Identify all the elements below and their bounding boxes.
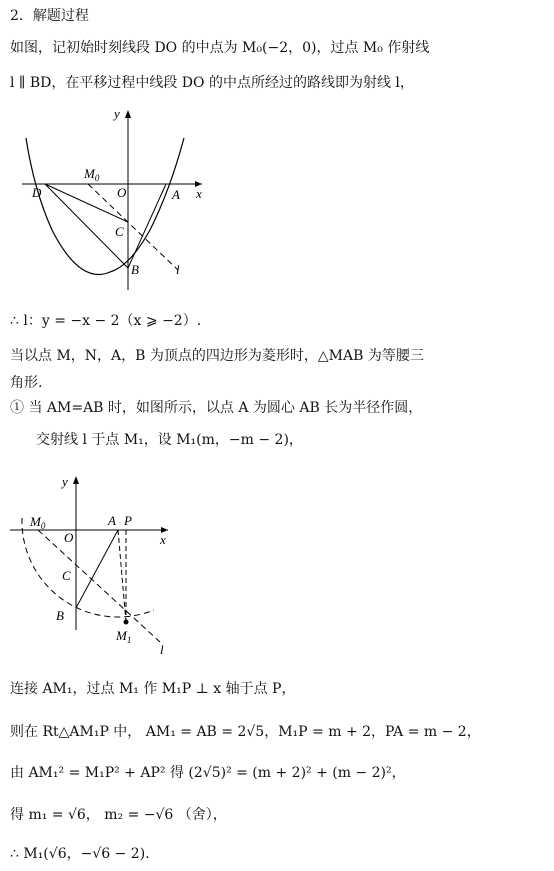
section-heading: 2．解题过程 (10, 8, 89, 24)
label-C: C (115, 224, 124, 239)
text-line: 得 m₁ = √6， m₂ = −√6 （舍）， (10, 807, 227, 823)
text-line: 当以点 M，N，A，B 为顶点的四边形为菱形时，△MAB 为等腰三 (10, 348, 424, 364)
figure-parabola (0, 100, 230, 300)
label-D: D (32, 185, 42, 200)
label-M1: $M_1$ (116, 628, 132, 645)
text-line: l ∥ BD，在平移过程中线段 DO 的中点所经过的路线即为射线 l， (10, 75, 414, 91)
figure-circle (0, 470, 230, 665)
text-line: ∴ l：y = −x − 2（x ⩾ −2）. (10, 313, 202, 329)
label-A: A (108, 513, 116, 528)
label-x: x (160, 532, 166, 547)
label-O: O (64, 530, 74, 545)
segment-DC (45, 184, 128, 222)
text-line: ∴ M₁(√6，−√6 − 2). (10, 846, 150, 862)
text-line: 角形. (10, 375, 43, 391)
label-y: y (114, 106, 120, 121)
point-M1 (124, 620, 129, 625)
label-x: x (196, 186, 202, 201)
ray-l (38, 530, 160, 642)
label-O: O (117, 185, 127, 200)
label-M0: $M_0$ (30, 514, 46, 531)
segment-AB (76, 530, 118, 608)
label-B: B (131, 262, 139, 277)
text-line: 则在 Rt△AM₁P 中， AM₁ = AB = 2√5，M₁P = m + 2，PA = m − 2， (10, 724, 481, 740)
y-axis-arrow (125, 110, 131, 118)
label-M0: $M_0$ (84, 166, 100, 183)
text-line: 连接 AM₁，过点 M₁ 作 M₁P ⊥ x 轴于点 P， (10, 681, 296, 697)
segment-AM1 (118, 530, 126, 622)
text-line: 交射线 l 于点 M₁，设 M₁(m，−m − 2)， (36, 432, 303, 448)
label-l: l (160, 642, 164, 657)
label-P: P (124, 513, 132, 528)
label-l: l (176, 262, 180, 277)
y-axis-arrow (73, 476, 79, 484)
label-A: A (172, 187, 180, 202)
text-line: 由 AM₁² = M₁P² + AP² 得 (2√5)² = (m + 2)² + (m − 2)²， (10, 765, 406, 781)
label-C: C (62, 568, 71, 583)
text-line: 如图，记初始时刻线段 DO 的中点为 M₀(−2，0)，过点 M₀ 作射线 (10, 40, 430, 56)
parabola-curve (26, 138, 184, 274)
label-B: B (56, 608, 64, 623)
label-y: y (62, 474, 68, 489)
segment-BA (128, 184, 166, 268)
text-line: ① 当 AM=AB 时，如图所示，以点 A 为圆心 AB 长为半径作圆， (10, 400, 423, 416)
